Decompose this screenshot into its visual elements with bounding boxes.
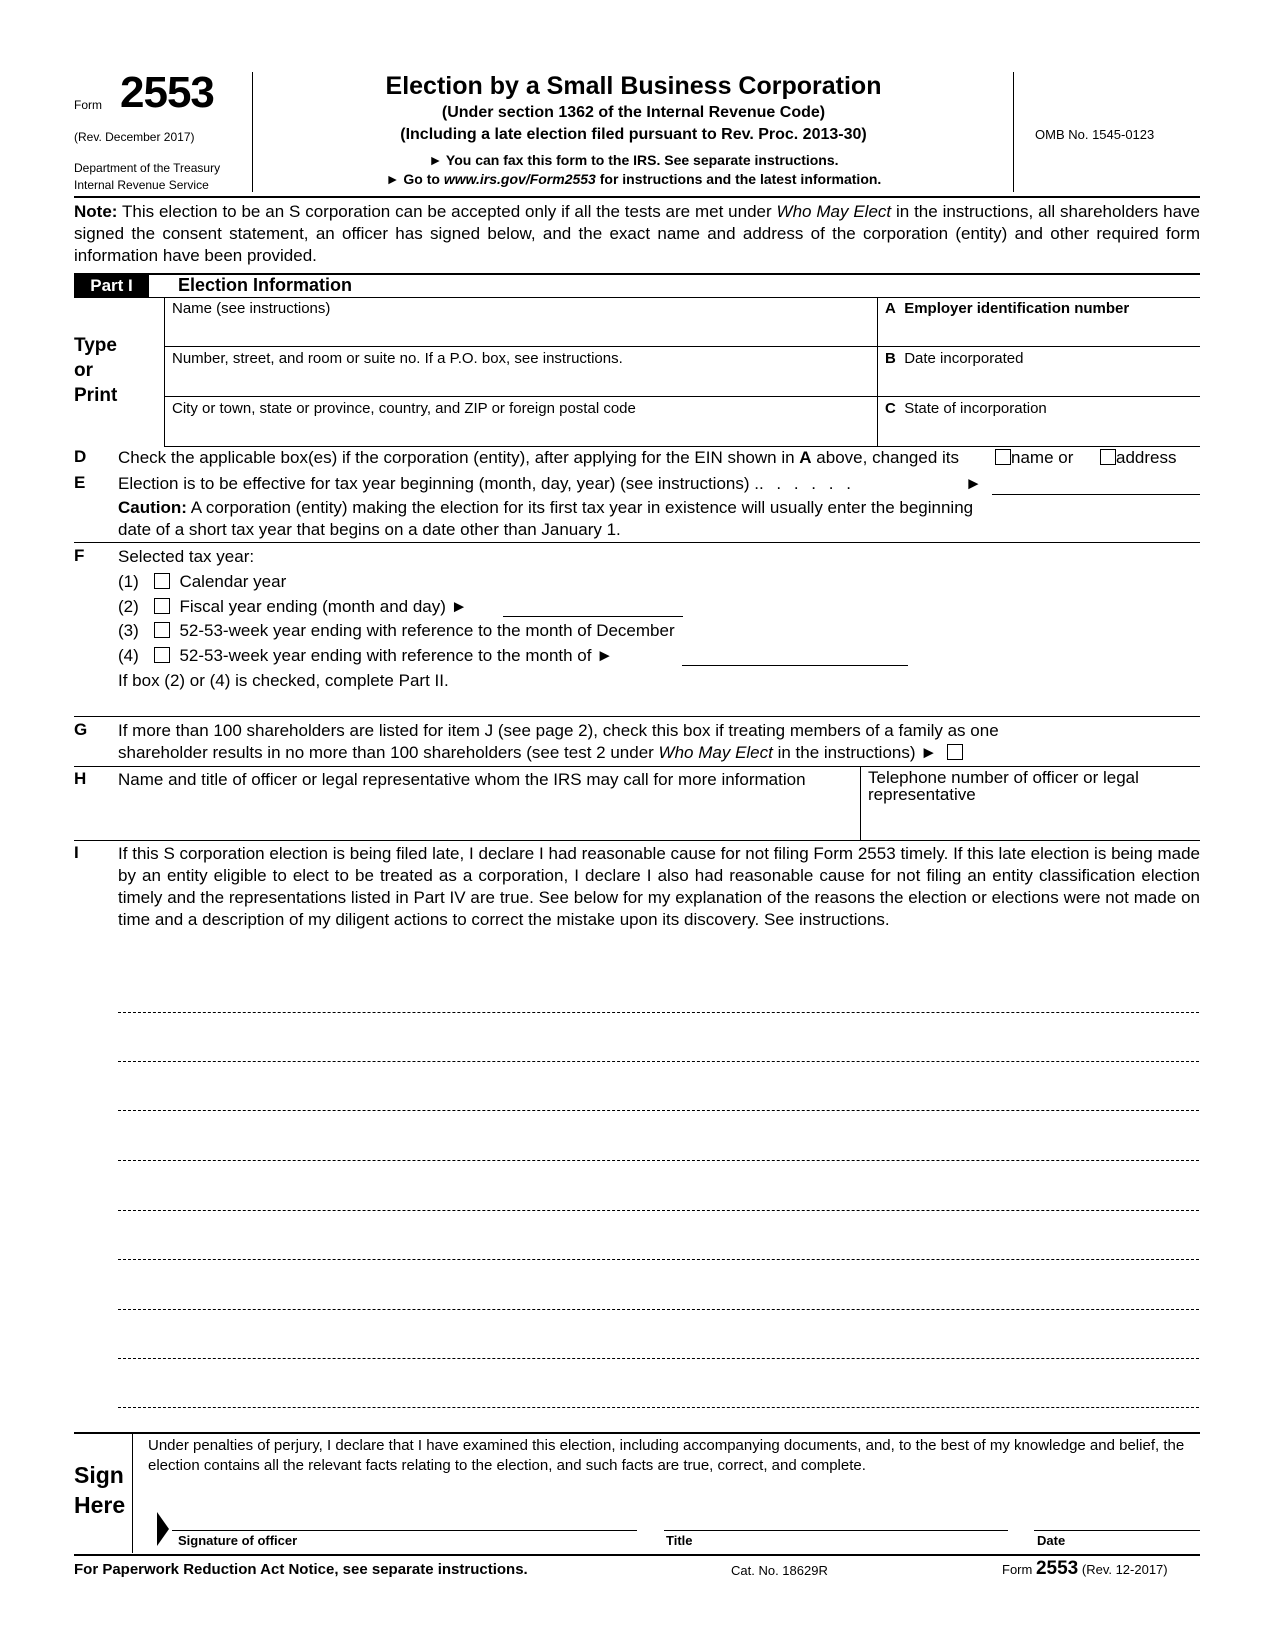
address-changed-checkbox[interactable] (1100, 449, 1116, 465)
revision-date: (Rev. December 2017) (74, 130, 195, 144)
title-block (254, 70, 1013, 189)
date-label: Date (1037, 1533, 1066, 1548)
ein-field[interactable] (878, 298, 1200, 346)
officer-name-label: Name and title of officer or legal representative whom the IRS may call for more information (118, 770, 806, 789)
title-label: Title (666, 1533, 693, 1548)
effective-date-field[interactable] (992, 494, 1200, 495)
goto-note: ► Go to www.irs.gov/Form2553 for instructions and the latest information. (385, 171, 882, 187)
officer-title-field[interactable] (664, 1530, 1008, 1531)
state-incorporation-label: C State of incorporation (885, 400, 1047, 417)
footer-rule (74, 1554, 1200, 1556)
city-field-label: City or town, state or province, country, and ZIP or foreign postal code (172, 400, 636, 417)
street-field[interactable] (165, 347, 877, 396)
date-incorporated-label: B Date incorporated (885, 350, 1024, 367)
ein-label: A Employer identification number (885, 300, 1130, 317)
perjury-declaration: Under penalties of perjury, I declare that I have examined this election, including accompanying documents, and, to the best of my knowledge and belief, the election contains all the relevant facts relating to the election, and such facts are true, correct, and complete. (148, 1437, 1185, 1474)
line-g-letter: G (74, 720, 88, 739)
line-e-arrow: ► (965, 474, 982, 493)
line-f-heading: Selected tax year: (118, 547, 255, 566)
tax-year-option-4: (4) 52-53-week year ending with reference to the month of ► (118, 646, 614, 665)
name-changed-checkbox[interactable] (995, 449, 1011, 465)
52-53-week-month-field[interactable] (682, 665, 908, 666)
line-e-caution: Caution: A corporation (entity) making the election for its first tax year in existence will usually enter the beginning date of a short tax year that begins on a date other than January 1. (118, 498, 974, 539)
line-i-letter: I (74, 843, 79, 862)
form-subtitle-2: (Including a late election filed pursuant to Rev. Proc. 2013-30) (400, 126, 867, 143)
street-field-label: Number, street, and room or suite no. If a P.O. box, see instructions. (172, 350, 623, 367)
header-rule (74, 196, 1200, 198)
irs-url-link[interactable]: www.irs.gov/Form2553 (443, 171, 596, 187)
line-i-text: If this S corporation election is being filed late, I declare I had reasonable cause for not filing Form 2553 timely. If this late election is being made by an entity eligible to elect to be treated as a corporation, I declare I also had reasonable cause for not filing an entity classification election timely and the representations listed in Part IV are true. See below for my explanation of the reasons the election or elections were not made on time and a description of my diligent actions to correct the mistake upon its discovery. See instructions. (118, 844, 1200, 929)
name-field-label: Name (see instructions) (172, 300, 331, 317)
name-field[interactable] (165, 298, 877, 346)
form-number: 2553 (120, 68, 214, 117)
officer-phone-label: Telephone number of officer or legal representative (868, 768, 1139, 804)
part1-badge: Part I (74, 274, 149, 297)
line-d-letter: D (74, 447, 87, 466)
52-53-week-other-checkbox[interactable] (154, 647, 170, 663)
sign-top-rule (74, 1432, 1200, 1434)
header-divider-right (1013, 72, 1014, 192)
tax-year-option-3: (3) 52-53-week year ending with reference to the month of December (118, 621, 675, 640)
form-title: Election by a Small Business Corporation (385, 72, 882, 100)
signature-date-field[interactable] (1034, 1530, 1200, 1531)
part1-title: Election Information (178, 275, 353, 295)
city-field[interactable] (165, 397, 877, 446)
tax-year-option-2: (2) Fiscal year ending (month and day) ► (118, 597, 468, 616)
department: Department of the Treasury Internal Revenue Service (74, 161, 221, 192)
paperwork-notice: For Paperwork Reduction Act Notice, see separate instructions. (74, 1561, 528, 1578)
line-f-letter: F (74, 546, 85, 565)
officer-signature-field[interactable] (172, 1530, 637, 1531)
form-word: Form (74, 98, 102, 112)
calendar-year-checkbox[interactable] (154, 573, 170, 589)
catalog-number: Cat. No. 18629R (731, 1563, 828, 1578)
line-f-footer: If box (2) or (4) is checked, complete Part II. (118, 671, 449, 690)
line-d-address-option: address (1100, 447, 1176, 469)
family-members-checkbox[interactable] (947, 744, 963, 760)
line-d-name-option: name or (995, 447, 1073, 469)
footer-form-id: Form 2553 (Rev. 12-2017) (1002, 1558, 1168, 1579)
sign-here-label: Sign Here (74, 1462, 126, 1518)
tax-year-option-1: (1) Calendar year (118, 572, 287, 591)
line-d-text: Check the applicable box(es) if the corporation (entity), after applying for the EIN shown in A above, changed its (118, 448, 960, 467)
fax-note: ► You can fax this form to the IRS. See separate instructions. (428, 152, 839, 168)
fiscal-year-checkbox[interactable] (154, 598, 170, 614)
52-53-week-december-checkbox[interactable] (154, 622, 170, 638)
officer-phone-field[interactable] (862, 767, 1200, 840)
signature-arrow-icon (157, 1512, 169, 1546)
line-g-text-2: shareholder results in no more than 100 shareholders (see test 2 under Who May Elect in the instructions) ► (118, 742, 963, 764)
signature-label: Signature of officer (178, 1533, 298, 1548)
state-incorporation-field[interactable] (878, 397, 1200, 446)
line-h-letter: H (74, 769, 87, 788)
note-paragraph: Note: This election to be an S corporation can be accepted only if all the tests are met under Who May Elect in the instructions, all shareholders have signed the consent statement, an officer has signed below, and the exact name and address of the corporation (entity) and other required form information have been provided. (74, 202, 1201, 265)
line-g-text-1: If more than 100 shareholders are listed for item J (see page 2), check this box if treating members of a family as one (118, 721, 999, 740)
omb-number: OMB No. 1545-0123 (1035, 127, 1155, 142)
form-subtitle-1: (Under section 1362 of the Internal Revenue Code) (441, 104, 826, 121)
officer-name-field[interactable] (118, 767, 860, 840)
line-e-text: Election is to be effective for tax year beginning (month, day, year) (see instructions) .. . . . . . (118, 474, 855, 493)
date-incorporated-field[interactable] (878, 347, 1200, 396)
line-e-letter: E (74, 473, 86, 492)
type-or-print-label: Type or Print (74, 335, 118, 406)
fiscal-year-ending-field[interactable] (503, 616, 683, 617)
